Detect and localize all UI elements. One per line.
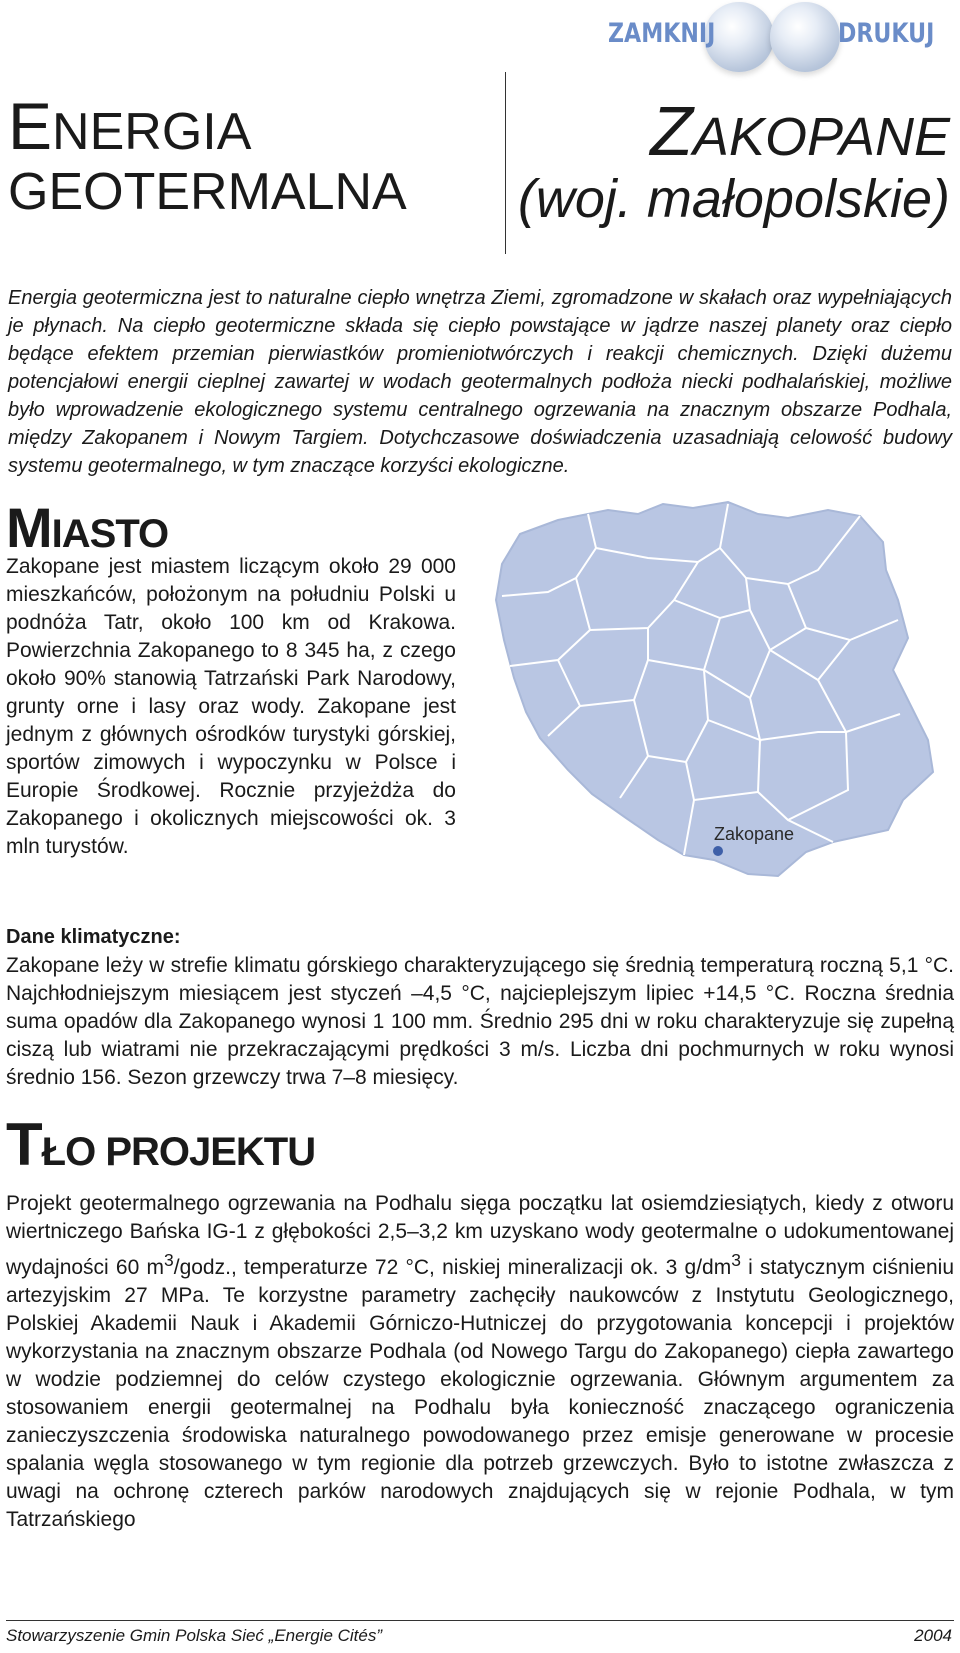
heading-tlo-projektu: TŁO PROJEKTU: [6, 1111, 316, 1178]
heading-miasto: MIASTO: [6, 496, 169, 559]
miasto-paragraph: Zakopane jest miastem liczącym około 29 000 mieszkańców, położonym na południu Polski u podnóża Tatr, około 100 km od Krakowa. Powierzchnia Zakopanego to 8 345 ha, z czego około 90% stanowią Tatrzański Park Narodowy, grunty orne i lasy oraz wody. Zakopane jest jednym z głównych ośrodków turystyki górskiej, sportów zimowych i wypoczynku w Polsce i Europie Środkowej. Rocznie przyjeżdża do Zakopanego i okolicznych miejscowości ok. 3 mln turystów.: [6, 555, 456, 858]
tlo-paragraph: Projekt geotermalnego ogrzewania na Podhalu sięga początku lat osiemdziesiątych, kiedy z otworu wiertniczego Bańska IG-1 z głębokości 2,5–3,2 km uzyskano wody geotermalne o udokumentowanej wydajności 60 $m^3$/godz., temperaturze 72 °C, niskiej mineralizacji ok. 3 $g/dm^3$ i statycznym ciśnieniu artezyjskim 27 MPa. Te korzystne parametry zachęciły naukowców z Instytutu Geologicznego, Polskiej Akademii Nauk i Akademii Górniczo-Hutniczej do przygotowania koncepcji i projektów wykorzystania na znacznym obszarze Podhala (od Nowego Targu do Zakopanego) ciepła zawartego w wodzie podziemnej do celów czystego ekologicznie ogrzewania. Głównym argumentem za stosowaniem energii geotermalnej na Podhalu była konieczność znaczącego ograniczenia zanieczyszczenia środowiska naturalnego powodowanego przez emisje generowane w procesie spalania węgla stosowanego w tym regionie dla potrzeb grzewczych. Było to istotne zwłaszcza z uwagi na ochronę czterech parków narodowych znajdujących się w rejonie Podhala, w tym Tatrzańskiego: [6, 1192, 955, 1531]
dane-paragraph: Zakopane leży w strefie klimatu górskiego charakteryzującego się średnią temperaturą roczną 5,1 °C. Najchłodniejszym miesiącem jest styczeń –4,5 °C, najcieplejszym lipiec +14,5 °C. Roczna średnia suma opadów dla Zakopanego wynosi 1 100 mm. Średnio 295 dni w roku charakteryzuje się zupełną ciszą lub wiatrami nie przekraczającymi prędkości 3 m/s. Liczba dni pochmurnych w roku wynosi średnio 156. Sezon grzewczy trwa 7–8 miesięcy.: [6, 954, 954, 1089]
title-energia: ENERGIA GEOTERMALNA: [8, 89, 407, 221]
title-divider: [505, 72, 506, 254]
zakopane-marker: [713, 846, 723, 856]
heading-dane-klimatyczne: Dane klimatyczne:: [6, 926, 181, 948]
print-orb-icon[interactable]: [770, 2, 840, 72]
intro-paragraph: Energia geotermiczna jest to naturalne ciepło wnętrza Ziemi, zgromadzone w skałach oraz wypełniających je płynach. Na ciepło geotermiczne składa się ciepło powstające w jądrze naszej planety oraz ciepło będące efektem przemian pierwiastków promieniotwórczych i reakcji chemicznych. Dzięki dużemu potencjałowi energii cieplnej zawartej w wodach geotermalnych podłoża niecki podhalańskiej, możliwe było wprowadzenie ekologicznego systemu centralnego ogrzewania na znacznym obszarze Podhala, między Zakopanem i Nowym Targiem. Dotychczasowe doświadczenia uzasadniają celowość budowy systemu geotermalnego, w tym znaczące korzyści ekologiczne.: [8, 287, 952, 477]
footer-year: 2004: [914, 1626, 952, 1645]
zakopane-map-label: Zakopane: [714, 824, 795, 844]
poland-outline: [496, 502, 933, 876]
footer-organization: Stowarzyszenie Gmin Polska Sieć „Energie Cités”: [6, 1626, 383, 1645]
poland-map: [488, 500, 948, 910]
print-button[interactable]: DRUKUJ: [838, 18, 935, 49]
close-button[interactable]: ZAMKNIJ: [608, 18, 716, 49]
title-zakopane: ZAKOPANE (woj. małopolskie): [517, 92, 950, 229]
footer-rule: [6, 1620, 954, 1621]
top-toolbar: [604, 0, 935, 80]
